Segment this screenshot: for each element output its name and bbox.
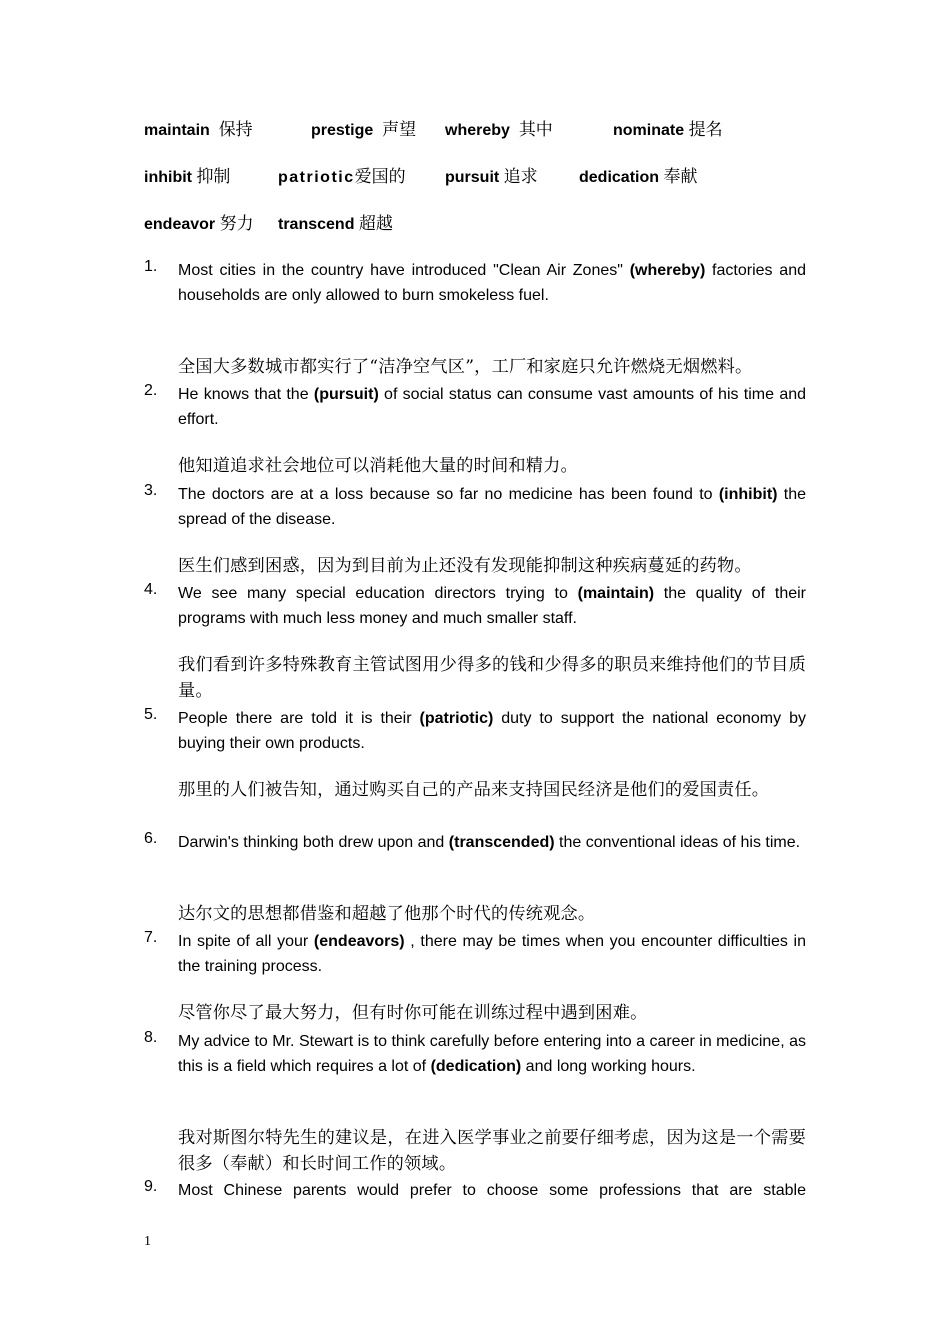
answer-keyword: (endeavors): [313, 933, 405, 950]
vocab-meaning: 爱国的: [354, 167, 406, 187]
english-sentence: [178, 929, 806, 979]
vocab-word: transcend: [278, 216, 355, 233]
english-sentence: [178, 382, 806, 432]
sentence-text-before: People there are told it is their: [178, 710, 420, 727]
chinese-translation: 他知道追求社会地位可以消耗他大量的时间和精力。: [178, 456, 578, 476]
vocab-item: [445, 115, 553, 140]
english-sentence: [178, 706, 806, 756]
vocab-item: [613, 115, 723, 140]
sentence-text-after: and long working hours.: [521, 1058, 696, 1075]
chinese-translation: 我对斯图尔特先生的建议是，在进入医学事业之前要仔细考虑，因为这是一个需要很多（奉献）和长时间工作的领域。: [178, 1128, 806, 1174]
vocab-meaning: 追求: [503, 167, 538, 187]
vocab-item: [579, 162, 697, 187]
vocab-item: [144, 162, 230, 187]
vocab-item: [144, 209, 254, 234]
sentence-text-before: My advice to Mr. Stewart is to think carefully before entering into a career in medicine, as this is a field which requires a lot of: [178, 1033, 806, 1075]
vocab-word: pursuit: [445, 169, 500, 186]
answer-keyword: (whereby): [629, 262, 706, 279]
sentence-text-after: of social status can consume vast amounts of his time and effort.: [178, 386, 807, 428]
vocab-meaning: 努力: [219, 214, 254, 234]
vocab-word: endeavor: [144, 216, 216, 233]
vocab-word: patriotic: [278, 169, 355, 186]
vocab-meaning: 保持: [218, 120, 253, 140]
chinese-translation: 全国大多数城市都实行了“洁净空气区”，工厂和家庭只允许燃烧无烟燃料。: [178, 357, 753, 377]
item-number: 5.: [144, 706, 158, 723]
sentence-text-before: Most cities in the country have introduced "Clean Air Zones": [178, 262, 630, 279]
item-number: 8.: [144, 1029, 158, 1046]
chinese-translation: 尽管你尽了最大努力，但有时你可能在训练过程中遇到困难。: [178, 1003, 648, 1023]
vocab-word: dedication: [579, 169, 660, 186]
chinese-translation: 医生们感到困惑，因为到目前为止还没有发现能抑制这种疾病蔓延的药物。: [178, 556, 752, 576]
item-number: 9.: [144, 1178, 158, 1195]
vocab-item: [278, 162, 406, 187]
item-number: 1.: [144, 258, 158, 275]
vocab-item: [311, 115, 416, 140]
vocab-meaning: 提名: [688, 120, 723, 140]
vocab-item: [144, 115, 253, 140]
sentence-text-before: Darwin's thinking both drew upon and: [178, 834, 449, 851]
sentence-text-after: the conventional ideas of his time.: [554, 834, 801, 851]
sentence-text-after: factories and households are only allowed to burn smokeless fuel.: [178, 262, 806, 304]
vocab-word: whereby: [445, 122, 510, 139]
vocab-meaning: 抑制: [196, 167, 231, 187]
item-number: 2.: [144, 382, 158, 399]
vocab-word: nominate: [613, 122, 685, 139]
chinese-translation: 我们看到许多特殊教育主管试图用少得多的钱和少得多的职员来维持他们的节目质量。: [178, 655, 806, 701]
english-sentence: [178, 581, 806, 631]
answer-keyword: (dedication): [430, 1058, 522, 1075]
vocab-word: inhibit: [144, 169, 192, 186]
chinese-translation: 那里的人们被告知，通过购买自己的产品来支持国民经济是他们的爱国责任。: [178, 780, 770, 800]
vocab-word: prestige: [311, 122, 374, 139]
english-sentence: [178, 482, 806, 532]
sentence-text-after: the quality of their programs with much less money and much smaller staff.: [178, 585, 806, 627]
english-sentence: [178, 1178, 806, 1203]
item-number: 6.: [144, 830, 158, 847]
vocab-item: [278, 209, 393, 234]
sentence-text-before: He knows that the: [178, 386, 314, 403]
vocab-meaning: 声望: [382, 120, 417, 140]
item-number: 3.: [144, 482, 158, 499]
sentence-text-before: Most Chinese parents would prefer to choose some professions that are stable: [178, 1182, 806, 1199]
chinese-translation: 达尔文的思想都借鉴和超越了他那个时代的传统观念。: [178, 904, 596, 924]
sentence-text-before: We see many special education directors trying to: [178, 585, 578, 602]
vocab-meaning: 奉献: [663, 167, 698, 187]
answer-keyword: (inhibit): [718, 486, 778, 503]
answer-keyword: (pursuit): [313, 386, 379, 403]
vocab-item: [445, 162, 538, 187]
answer-keyword: (maintain): [577, 585, 655, 602]
vocab-meaning: 超越: [358, 214, 393, 234]
english-sentence: [178, 830, 806, 855]
answer-keyword: (patriotic): [419, 710, 494, 727]
item-number: 7.: [144, 929, 158, 946]
vocab-word: maintain: [144, 122, 210, 139]
answer-keyword: (transcended): [448, 834, 555, 851]
english-sentence: [178, 258, 806, 308]
page-number: 1: [144, 1234, 151, 1249]
english-sentence: [178, 1029, 806, 1079]
sentence-text-before: The doctors are at a loss because so far no medicine has been found to: [178, 486, 719, 503]
sentence-text-after: , there may be times when you encounter difficulties in the training process.: [178, 933, 807, 975]
sentence-text-before: In spite of all your: [178, 933, 314, 950]
sentence-text-after: duty to support the national economy by buying their own products.: [178, 710, 806, 752]
item-number: 4.: [144, 581, 158, 598]
vocab-meaning: 其中: [518, 120, 553, 140]
sentence-text-after: the spread of the disease.: [178, 486, 807, 528]
